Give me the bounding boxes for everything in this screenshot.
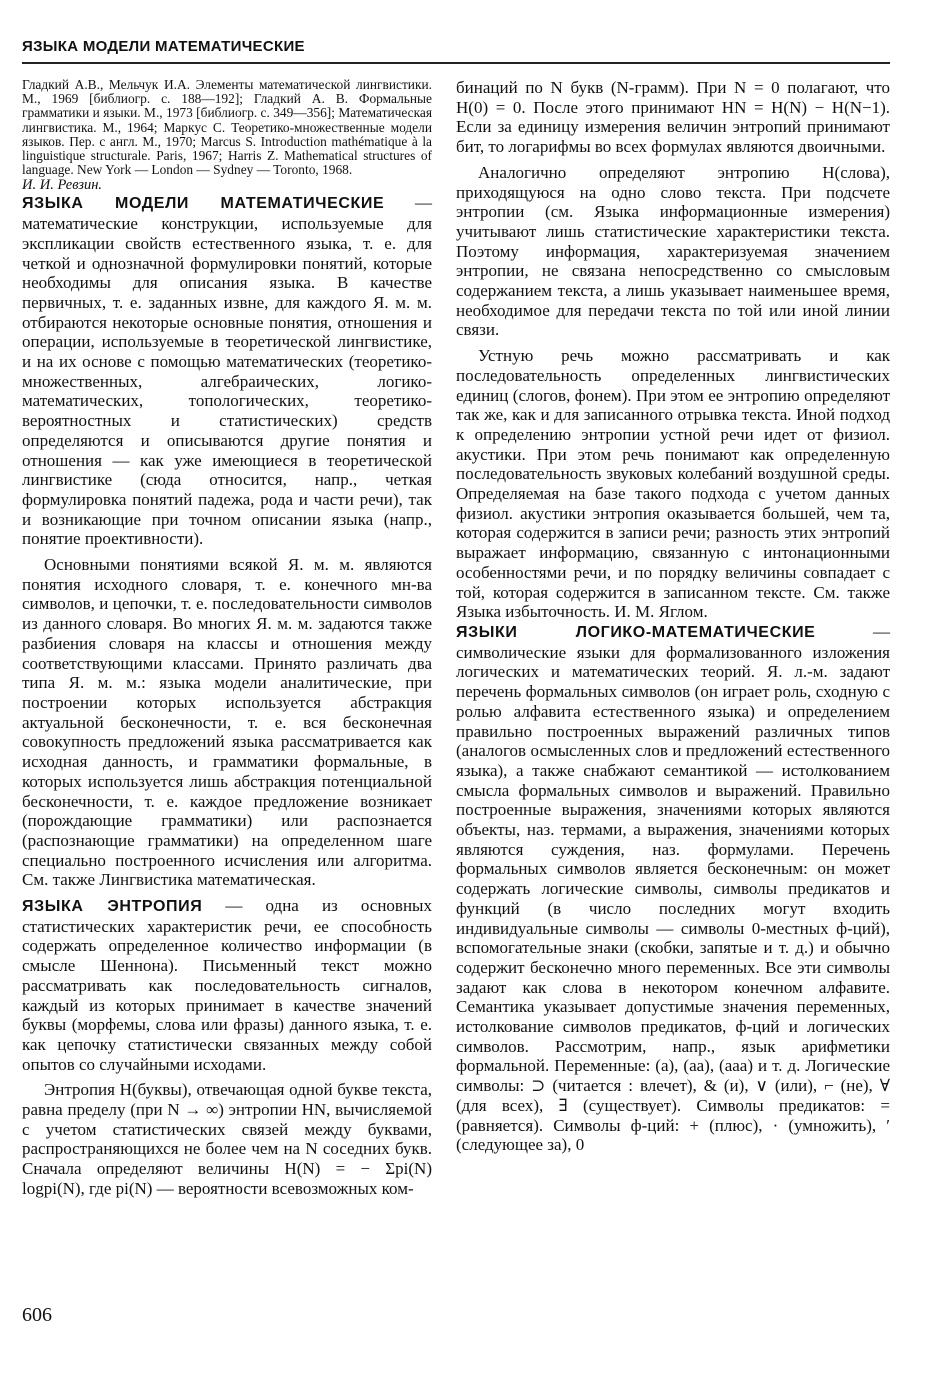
- left-column: [22, 78, 432, 1199]
- entry-term: ЯЗЫКА ЭНТРОПИЯ: [22, 898, 203, 916]
- right-column: [456, 78, 890, 1155]
- paragraph: Основными понятиями всякой Я. м. м. являются понятия исходного словаря, т. е. конечного мн-ва символов, и цепочки, т. е. последовательности символов из данного словаря. Во многих Я. м. м. задаются также разбиения словаря на классы и отношения между соответствующими классами. Принято различать два типа Я. м. м.: языка модели аналитические, при построении которых используется абстракция актуальной бесконечности, т. е. вся бесконечная совокупность предложений языка рассматривается как исходная данность, и грамматики формальные, в которых используется лишь абстракция потенциальной бесконечности, т. е. каждое предложение возникает (порождающие грамматики) или распознается (распознающие грамматики) на определенном шаге специально построенного исчисления или алгоритма. См. также Лингвистика математическая.: [22, 555, 432, 890]
- running-header: ЯЗЫКА МОДЕЛИ МАТЕМАТИЧЕСКИЕ: [22, 38, 305, 55]
- entry-term: ЯЗЫКА МОДЕЛИ МАТЕМАТИЧЕСКИЕ: [22, 195, 385, 213]
- bibliography-signature: И. И. Ревзин.: [22, 177, 103, 194]
- entry-math-models: [22, 193, 432, 549]
- entry-logic-math-languages: [456, 622, 890, 1155]
- entry-text: — математические конструкции, используемые для экспликации свойств естественного языка, т. е. для четкой и однозначной формулировки понятий, которые необходимы для описания языка. В качестве первичных, т. е. заданных извне, для каждого Я. м. м. отбираются некоторые основные понятия, отношения и операции, используемые в теоретической лингвистике, и на их основе с помощью математических (теоретико-множественных, алгебраических, логико-математических, топологических, теоретико-вероятностных и статистических) средств определяются и описываются другие понятия и отношения — как уже имеющиеся в теоретической лингвистике (сюда относится, напр., четкая формулировка понятий падежа, рода и части речи), так и возникающие при точном описании языка (напр., понятие проективности).: [22, 193, 432, 549]
- entry-text: — одна из основных статистических характеристик речи, ее способность содержать определенное количество информации (в смысле Шеннона). Письменный текст можно рассматривать как последовательность сигналов, каждый из которых принимает в качестве значений буквы (морфемы, слова или фразы) данного языка, т. е. как цепочку статистически связанных между собой опытов со случайными исходами.: [22, 896, 432, 1074]
- header-rule: [22, 62, 890, 64]
- entry-term: ЯЗЫКИ ЛОГИКО-МАТЕМАТИЧЕСКИЕ: [456, 623, 816, 641]
- paragraph: бинаций по N букв (N-грамм). При N = 0 полагают, что H(0) = 0. После этого принимают HN = H(N) − H(N−1). Если за единицу измерения величин энтропий принимают бит, то логарифмы во всех формулах являются двоичными.: [456, 78, 890, 157]
- bibliography: Гладкий А.В., Мельчук И.А. Элементы математической лингвистики. М., 1969 [библиогр. с. 188—192]; Гладкий А. В. Формальные грамматики и языки. М., 1973 [библиогр. с. 349—356]; Математическая лингвистика. М., 1964; Маркус С. Теоретико-множественные модели языков. Пер. с англ. М., 1970; Marcus S. Introduction mathématique à la linguistique structurale. Paris, 1967; Harris Z. Mathematical structures of language. New York — London — Sydney — Toronto, 1968.: [22, 77, 432, 178]
- paragraph: Устную речь можно рассматривать и как последовательность определенных лингвистических единиц (слогов, фонем). При этом ее энтропию определяют так же, как и для записанного отрывка текста. Иной подход к определению энтропии устной речи идет от физиол. акустики. При этом речь понимают как определенную последовательность звуковых колебаний воздушной среды. Определяемая на базе такого подхода с учетом данных физиол. акустики энтропия оказывается большей, чем та, которая содержится в записи речи; разность этих энтропий выражает информацию, связанную с интонационными особенностями речи, и по порядку величины совпадает с той, которая содержится в записанном тексте. См. также Языка избыточность. И. М. Яглом.: [456, 346, 890, 622]
- paragraph: Аналогично определяют энтропию H(слова), приходящуюся на одно слово текста. При подсчете энтропии (см. Языка информационные измерения) учитывают лишь статистические характеристики текста. Поэтому информация, характеризуемая значением энтропии, не связана непосредственно со смысловым содержанием текста, а лишь указывает наименьшее время, необходимое для передачи текста по той или иной линии связи.: [456, 162, 890, 340]
- entry-text: — символические языки для формализованного изложения логических и математических теорий. Я. л.-м. задают перечень формальных символов (он играет роль, сходную с ролью алфавита естественного языка) и определением правильно построенных выражений различных типов (аналогов осмысленных слов и предложений естественного языка), а также снабжают семантикой — истолкованием смысла формальных символов и выражений. Правильно построенные выражения, значениями которых являются объекты, наз. термами, а выражения, значениями которых являются суждения, наз. формулами. Перечень формальных символов является бесконечным: он может содержать логические символы, символы предикатов и функций (в число последних могут входить индивидуальные символы — символы 0-местных ф-ций), вспомогательные знаки (скобки, запятые и т. д.) и обычно содержит бесконечно много переменных. Все эти символы задают как слова в некотором конечном алфавите. Семантика указывает допустимые значения переменных, истолкование символов предикатов, ф-ций и логических символов. Рассмотрим, напр., язык арифметики формальной. Переменные: (a), (aa), (aaa) и т. д. Логические символы: ⊃ (читается : влечет), & (и), ∨ (или), ⌐ (не), ∀ (для всех), ∃ (существует). Символы предикатов: = (равняется). Символы ф-ций: + (плюс), · (умножить), ′ (следующее за), 0: [456, 621, 890, 1155]
- page-number: 606: [22, 1304, 52, 1326]
- entry-entropy: [22, 896, 432, 1074]
- paragraph: Энтропия H(буквы), отвечающая одной букве текста, равна пределу (при N → ∞) энтропии HN, вычисляемой с учетом статистических связей между буквами, распространяющихся не более чем на N соседних букв. Сначала определяют величины H(N) = − Σpi(N) logpi(N), где pi(N) — вероятности всевозможных ком-: [22, 1080, 432, 1198]
